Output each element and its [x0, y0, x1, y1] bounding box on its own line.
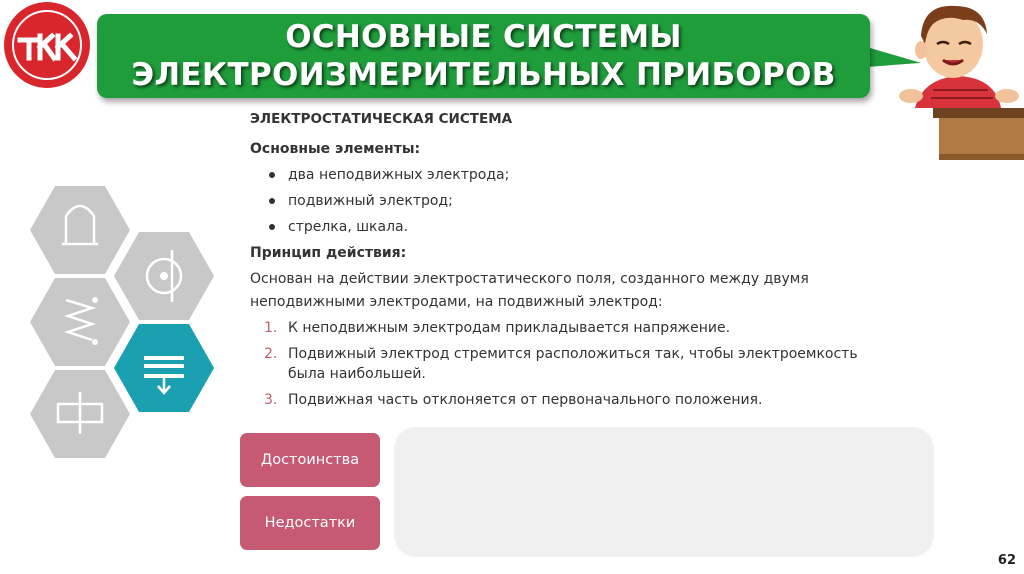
- teacher-character-illustration: [893, 0, 1024, 160]
- list-item: 3. Подвижная часть отклоняется от первоначального положения.: [264, 392, 763, 408]
- page-title-line1: ОСНОВНЫЕ СИСТЕМЫ: [285, 19, 682, 55]
- bullet-dot-icon: [269, 224, 275, 230]
- company-logo: [2, 0, 92, 90]
- title-banner: [97, 14, 870, 98]
- hex-electromagnetic-icon[interactable]: [114, 232, 214, 320]
- hex-electrodynamic-icon[interactable]: [30, 278, 130, 366]
- measurement-system-icons: [0, 180, 230, 470]
- principle-heading: Принцип действия:: [250, 245, 407, 261]
- main-content: [250, 108, 900, 416]
- advantages-button[interactable]: Достоинства: [240, 433, 380, 487]
- bullet-dot-icon: [269, 172, 275, 178]
- list-item: подвижный электрод;: [250, 188, 900, 214]
- elements-list: [250, 162, 900, 240]
- bullet-dot-icon: [269, 198, 275, 204]
- section-title: ЭЛЕКТРОСТАТИЧЕСКАЯ СИСТЕМА: [250, 111, 513, 127]
- principle-steps: [250, 318, 900, 410]
- details-panel: [394, 427, 934, 557]
- list-item: два неподвижных электрода;: [250, 162, 900, 188]
- company-logo-icon: [2, 0, 92, 90]
- page-title-line2: ЭЛЕКТРОИЗМЕРИТЕЛЬНЫХ ПРИБОРОВ: [131, 57, 836, 93]
- hex-induction-icon[interactable]: [30, 370, 130, 458]
- principle-text: Основан на действии электростатического поля, созданного между двумя неподвижными электродами, на подвижный электрод:: [250, 271, 809, 310]
- elements-heading: Основные элементы:: [250, 141, 421, 157]
- hex-electrostatic-icon[interactable]: [114, 324, 214, 412]
- page-number: 62: [997, 553, 1016, 568]
- list-item: 2. Подвижный электрод стремится расположиться так, чтобы электроемкость была наибольшей.: [264, 346, 858, 382]
- list-item: стрелка, шкала.: [250, 214, 900, 240]
- hex-magnetoelectric-icon[interactable]: [30, 186, 130, 274]
- list-item: 1. К неподвижным электродам прикладывается напряжение.: [264, 320, 731, 336]
- disadvantages-button[interactable]: Недостатки: [240, 496, 380, 550]
